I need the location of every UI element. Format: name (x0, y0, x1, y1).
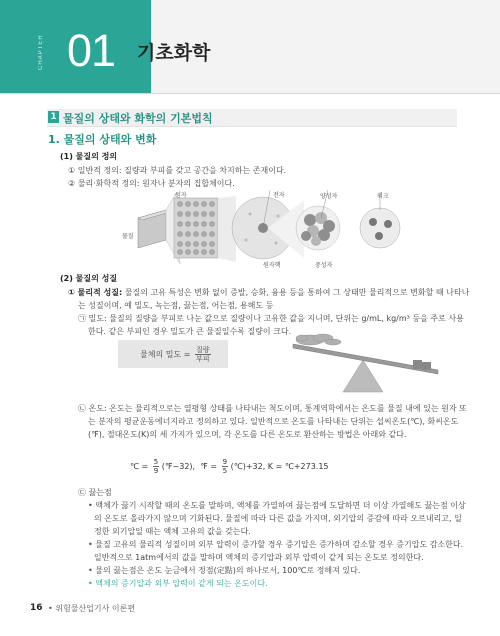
boiling-bullet-1b: 의 온도로 올라가지 않으며 기화된다. 물질에 따라 다른 값을 가지며, 외기압의 증감에 따라 오르내리고, 일 (94, 514, 462, 523)
atom-lattice (174, 198, 218, 258)
density-line-2: 한다. 같은 부피인 경우 밀도가 큰 물질일수록 질량이 크다. (88, 327, 292, 336)
label-atom: 원자 (175, 192, 187, 199)
subsection-title: 1. 물질의 상태와 변화 (48, 133, 157, 146)
page-number: 16 (30, 603, 43, 613)
chapter-title: 기초화학 (137, 42, 211, 64)
nucleus-cluster (296, 206, 340, 250)
temperature-line-3: (℉), 절대온도(K)의 세 가지가 있으며, 각 온도를 다른 온도로 환산하는 방법은 아래와 같다. (88, 430, 407, 439)
substance-block (138, 210, 170, 248)
boiling-bullet-2b: 일반적으로 1atm에서의 값을 말하며 액체의 증기압과 외부 압력이 같게 되는 온도로 정의한다. (94, 553, 424, 562)
boiling-bullet-4: • 액체의 증기압과 외부 압력이 같게 되는 온도이다. (88, 579, 268, 588)
feather-pile (296, 334, 341, 345)
balance-fulcrum (343, 360, 383, 392)
density-line-1: ㉠ 밀도: 물질의 질량을 부피로 나눈 값으로 질량이나 고유한 값을 지니며, 단위는 g/mL, kg/m³ 등을 주로 사용 (78, 314, 464, 323)
boiling-heading: ㉢ 끓는점 (78, 488, 112, 497)
physical-property-line-2: 는 성질이며, 예 밀도, 녹는점, 끓는점, 어는점, 용해도 등 (78, 301, 274, 310)
section-title: 물질의 상태와 화학의 기본법칙 (63, 112, 213, 125)
boiling-bullet-1: • 액체가 끓기 시작할 때의 온도를 말하며, 액체를 가열하여 끓는점에 도달하면 더 이상 가열해도 끓는점 이상 (88, 501, 466, 510)
boiling-bullet-2: • 물질 고유의 물리적 성질이며 외부 압력이 증가할 경우 증기압은 증가하며 감소할 경우 증기압도 감소한다. (88, 540, 464, 549)
density-balance-illustration (288, 330, 448, 396)
heading-definition: (1) 물질의 정의 (60, 152, 118, 161)
label-nucleus: 원자핵 (263, 262, 281, 269)
label-substance: 물질 (122, 233, 134, 240)
label-proton: 양성자 (320, 193, 338, 200)
boiling-bullet-3: • 물의 끓는점은 온도 눈금에서 정점(定點)의 하나로서, 100℃로 정해져 있다. (88, 566, 361, 575)
temperature-formula: ℃ = $\frac{5}{9}$ (℉−32), ℉ = $\frac{9}{5}$ (℃)+32, K = ℃+273.15 (130, 458, 329, 475)
proton-sphere (360, 208, 400, 248)
label-quark: 쿼크 (377, 193, 389, 200)
heading-properties: (2) 물질의 성질 (60, 274, 118, 283)
boiling-bullet-1c: 정한 외기압일 때는 액체 고유의 값을 갖는다. (94, 527, 251, 536)
chapter-number: 01 (67, 25, 116, 76)
matter-structure-figure (118, 188, 418, 270)
temperature-line-1: ㉡ 온도: 온도는 물리적으로는 열평형 상태를 나타내는 척도이며, 통계역학에서는 온도를 물질 내에 있는 원자 또 (78, 404, 467, 413)
physical-property-line-1: ① 물리적 성질: 물질의 고유 특성은 변화 없이 증발, 승화, 융용 등을 통하여 그 상태만 물리적으로 변화할 때 나타나 (68, 288, 470, 297)
chapter-label: CHAPTER (38, 34, 44, 70)
definition-item-2: ② 물리·화학적 정의: 원자나 분자의 집합체이다. (68, 179, 235, 188)
temperature-line-2: 는 분자의 평균운동에너지라고 정의하고 있다. 일반적으로 온도를 나타내는 단위는 섭씨온도(℃), 화씨온도 (88, 417, 459, 426)
stone-block (413, 360, 431, 370)
section-number-badge: 1 (48, 111, 59, 123)
definition-item-1: ① 일반적 정의: 질량과 부피를 갖고 공간을 차지하는 존재이다. (68, 166, 287, 175)
label-electron: 전자 (273, 192, 285, 199)
header-divider (0, 93, 500, 94)
footer-book-title: • 위험물산업기사 이론편 (48, 604, 136, 613)
label-neutron: 중성자 (315, 262, 333, 269)
density-formula: 물체의 밀도 = $\frac{\text{질량}}{\text{부피}}$ (140, 346, 210, 363)
